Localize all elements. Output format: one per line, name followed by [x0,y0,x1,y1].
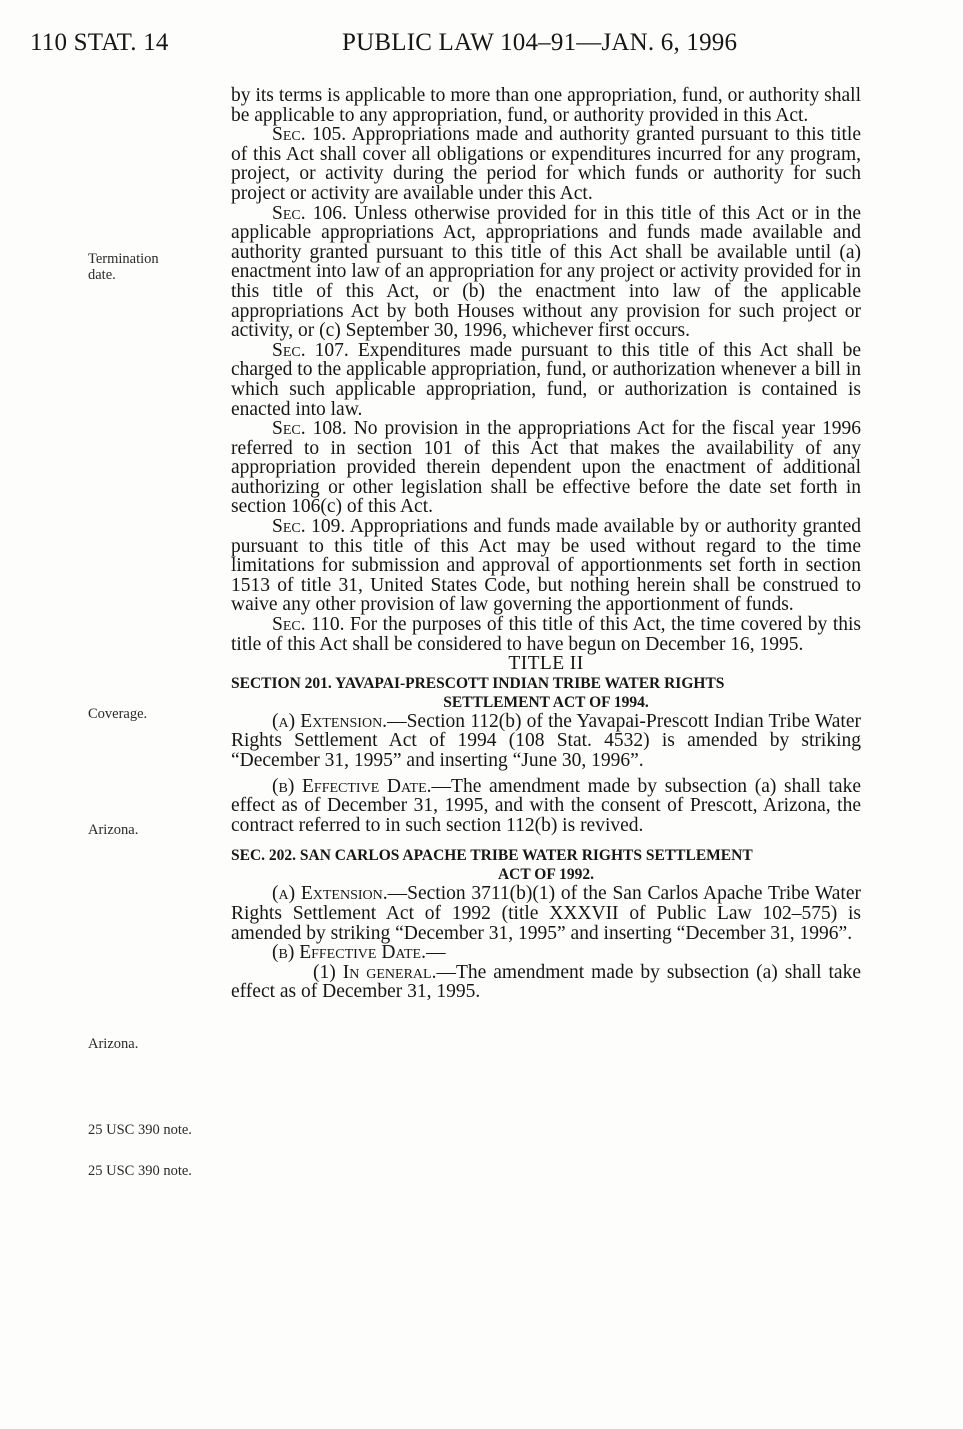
section-106-text: Unless otherwise provided for in this title of this Act or in the applicable appropriations Act, appropriations and funds made available and authority granted pursuant to this title of this Act shall be available until (a) enactment into law of an appropriation for any project or activity provided for in this title of this Act, or (b) the enactment into law of the applicable appropriations Act by both Houses without any provision for such project or activity, or (c) September 30, 1996, whichever first occurs. [231,202,861,342]
section-106-label: Sec. 106. [272,202,347,224]
page-reference: 110 STAT. 14 [30,29,169,56]
section-105-label: Sec. 105. [272,124,347,146]
section-202-b [231,943,861,963]
section-201-a-text: —Section 112(b) of the Yavapai-Prescott Indian Tribe Water Rights Settlement Act of 1994 (108 Stat. 4532) is amended by striking “December 31, 1995” and inserting “June 30, 1996”. [231,710,861,771]
section-110 [231,615,861,654]
section-201-b-label: (b) Effective Date. [272,775,432,797]
section-202-a-label: (a) Extension. [272,883,388,905]
section-201-b [231,777,861,836]
margin-note-usc-1: 25 USC 390 note. [88,1122,192,1138]
section-108 [231,419,861,517]
section-109-label: Sec. 109. [272,516,346,538]
margin-note-termination-line2: date. [88,267,116,283]
section-108-text: No provision in the appropriations Act for the fiscal year 1996 referred to in section 101 of this Act that makes the availability of any appropriation provided therein dependent upon the enactment of additional authorizing or other legislation shall be effective before the date set forth in section 106(c) of this Act. [231,418,861,518]
section-107 [231,341,861,419]
section-107-label: Sec. 107. [272,339,349,361]
section-201-a-label: (a) Extension. [272,710,388,732]
law-reference: PUBLIC LAW 104–91—JAN. 6, 1996 [342,29,738,56]
margin-note-usc-2: 25 USC 390 note. [88,1163,192,1179]
section-201-b-text: —The amendment made by subsection (a) shall take effect as of December 31, 1995, and with the consent of Prescott, Arizona, the contract referred to in such section 112(b) is revived. [231,775,861,836]
section-202-b1-text: —The amendment made by subsection (a) shall take effect as of December 31, 1995. [231,961,861,1003]
section-202-heading-line2: ACT OF 1992. [497,866,595,884]
section-201-a [231,712,861,771]
section-109-text: Appropriations and funds made available by or authority granted pursuant to this title of this Act may be used without regard to the time limitations for submission and approval of apportionments set forth in section 1513 of title 31, United States Code, but nothing herein shall be construed to waive any other provision of law governing the apportionment of funds. [231,516,861,616]
section-105 [231,125,861,203]
section-110-text: For the purposes of this title of this Act, the time covered by this title of this Act shall be considered to have begun on December 16, 1995. [231,614,861,655]
section-202-a [231,884,861,943]
margin-note-termination-line1: Termination [88,251,159,267]
section-202-heading-line1: SEC. 202. SAN CARLOS APACHE TRIBE WATER RIGHTS SETTLEMENT [231,847,753,865]
section-110-label: Sec. 110. [272,614,345,636]
section-105-text: Appropriations made and authority granted pursuant to this title of this Act shall cover all obligations or expenditures incurred for any program, project, or activity during the period for which funds or authority for such project or activity are available under this Act. [231,124,861,204]
section-202-heading [231,846,861,884]
section-107-text: Expenditures made pursuant to this title of this Act shall be charged to the applicable appropriation, fund, or authorization whenever a bill in which such applicable appropriation, fund, or authorization is contained is enacted into law. [231,339,861,420]
section-108-label: Sec. 108. [272,418,347,440]
continuation-paragraph: by its terms is applicable to more than one appropriation, fund, or authority shall be applicable to any appropriation, fund, or authority provided in this Act. [231,85,861,126]
section-201-heading-line2: SETTLEMENT ACT OF 1994. [443,693,649,711]
section-202-b1-label: (1) In general. [313,961,437,983]
section-202-a-text: —Section 3711(b)(1) of the San Carlos Apache Tribe Water Rights Settlement Act of 1992 (title XXXVII of Public Law 102–575) is amended by striking “December 31, 1995” and inserting “December 31, 1996”. [231,883,861,944]
section-201-heading-line1: SECTION 201. YAVAPAI-PRESCOTT INDIAN TRIBE WATER RIGHTS [231,674,725,692]
section-106 [231,204,861,341]
margin-note-arizona-2: Arizona. [88,1036,139,1052]
title-heading: TITLE II [508,653,584,675]
section-202-b1 [231,963,861,1002]
section-109 [231,517,861,615]
margin-note-arizona-1: Arizona. [88,822,139,838]
margin-note-termination [88,251,159,283]
section-202-b-label: (b) Effective Date. [272,942,426,964]
section-202-b-text: — [425,942,446,964]
section-201-heading [231,674,861,712]
document-body [231,86,861,1002]
margin-note-coverage: Coverage. [88,706,148,722]
